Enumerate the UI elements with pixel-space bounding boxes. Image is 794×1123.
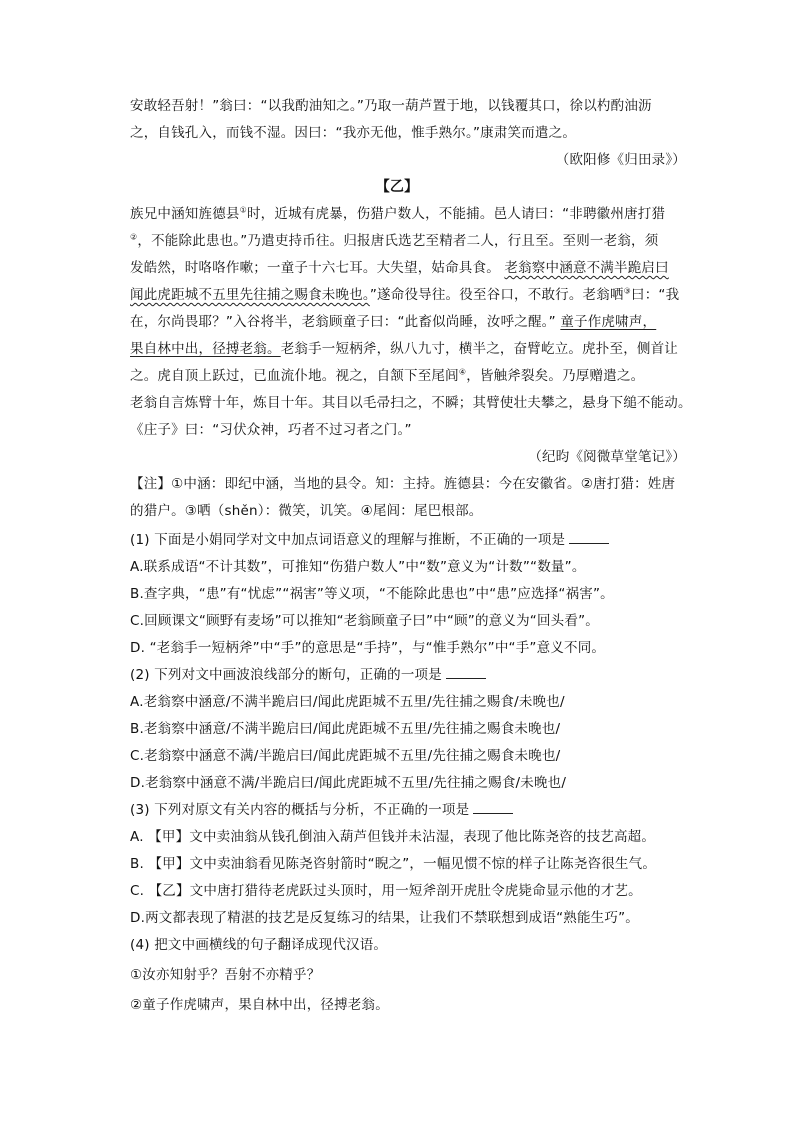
q2-option-b: B.老翁察中涵意/不满半跪启曰/闻此虎距城不五里/先往捕之赐食未晚也/ (130, 721, 561, 737)
yi-text-line-3 (130, 258, 669, 278)
q2-option-c: C.老翁察中涵意不满/半跪启曰/闻此虎距城不五里/先往捕之赐食未晚也/ (130, 748, 561, 764)
q2-option-a: A.老翁察中涵意/不满半跪启曰/闻此虎距城不五里/先往捕之赐食/未晚也/ (130, 694, 565, 710)
q4-sentence-1: ①汝亦知射乎？吾射不亦精乎？ (130, 967, 321, 983)
yi-text-line-5 (130, 312, 656, 332)
yi-l1b: 时，近城有虎暴，伤猎户数人，不能捕。邑人请曰：“非聘徽州唐打猎 (246, 206, 666, 222)
yi-source: （纪昀《阅微草堂笔记》） (528, 449, 686, 465)
yi-l4a: ”遂命役导往。役至谷口，不敢行。老翁哂 (369, 287, 624, 303)
q2-stem-text: (2) 下列对文中画波浪线部分的断句，正确的一项是 (130, 667, 442, 683)
q1-option-b: B.查字典，“患”有“忧虑”“祸害”等义项，“不能除此患也”中“患”应选择“祸害”。 (130, 586, 614, 602)
yi-l5a: 在，尔尚畏耶？”入谷将半，老翁顾童子曰：“此畜似尚睡，汝呼之醒。” (130, 314, 561, 330)
q3-option-d: D.两文都表现了精湛的技艺是反复练习的结果，让我们不禁联想到成语“熟能生巧”。 (130, 910, 639, 926)
straight-underline-2: 果自林中出，径搏老翁。 (130, 341, 281, 357)
q4-sentence-2: ②童子作虎啸声，果自林中出，径搏老翁。 (130, 997, 389, 1013)
yi-text-line-2 (130, 231, 658, 251)
q1-stem-text: (1) 下面是小娟同学对文中加点词语意义的理解与推断，不正确的一项是 (130, 532, 566, 548)
yi-l3: 发皓然，时咯咯作嗽；一童子十六七耳。大失望，姑命具食。 (130, 260, 505, 276)
yi-text-line-8: 老翁自言炼臂十年，炼目十年。其目以毛帚扫之，不瞬；其臂使壮夫攀之，悬身下缒不能动。 (130, 395, 692, 411)
q3-answer-blank[interactable] (473, 800, 513, 814)
yi-l2: ，不能除此患也。”乃遣吏持币往。归报唐氏选艺至精者二人，行且至。至则一老翁，须 (137, 233, 659, 249)
yi-text-line-6 (130, 339, 678, 359)
q3-stem-text: (3) 下列对原文有关内容的概括与分析，不正确的一项是 (130, 802, 470, 818)
yi-l1a: 族兄中涵知旌德县 (130, 206, 240, 222)
q2-option-d: D.老翁察中涵意不满/半跪启曰/闻此虎距城不五里/先往捕之赐食/未晚也/ (130, 775, 567, 791)
jia-text-line-1: 安敢轻吾射！”翁曰：“以我酌油知之。”乃取一葫芦置于地，以钱覆其口，徐以杓酌油沥 (130, 98, 652, 114)
q2-stem (130, 665, 486, 685)
q1-option-c: C.回顾课文“顾野有麦场”可以推知“老翁顾童子曰”中“顾”的意义为“回头看”。 (130, 613, 599, 629)
q1-option-a: A.联系成语“不计其数”，可推知“伤猎户数人”中“数”意义为“计数”“数量”。 (130, 559, 586, 575)
q1-option-d: D. “老翁手一短柄斧”中“手”的意思是“手持”，与“惟手熟尔”中“手”意义不同。 (130, 640, 606, 656)
yi-text-line-4 (130, 285, 679, 305)
yi-text-line-9: 《庄子》曰：“习伏众神，巧者不过习者之门。” (130, 422, 412, 438)
note-ref-1: ① (239, 205, 247, 215)
notes-line-1: 【注】①中涵：即纪中涵，当地的县令。知：主持。旌德县：今在安徽省。②唐打猎：姓唐 (130, 476, 676, 492)
q2-answer-blank[interactable] (446, 665, 486, 679)
straight-underline-1: 童子作虎啸声， (560, 314, 657, 330)
yi-text-line-7 (130, 366, 644, 386)
wavy-underline-1: 老翁察中涵意不满半跪启曰 (504, 260, 669, 276)
yi-l7b: ，皆触斧裂矣。乃厚赠遣之。 (466, 368, 645, 384)
q3-option-c: C. 【乙】文中唐打猎待老虎跃过头顶时，用一短斧剖开虎肚令虎毙命显示他的才艺。 (130, 883, 642, 899)
jia-text-line-2: 之，自钱孔入，而钱不湿。因曰：“我亦无他，惟手熟尔。”康肃笑而遣之。 (130, 125, 577, 141)
yi-l7a: 之。虎自顶上跃过，已血流仆地。视之，自颔下至尾闾 (130, 368, 459, 384)
yi-text-line-1 (130, 204, 665, 224)
q3-stem (130, 800, 513, 820)
q3-option-a: A. 【甲】文中卖油翁从钱孔倒油入葫芦但钱并未沾湿，表现了他比陈尧咨的技艺高超。 (130, 829, 656, 845)
note-ref-2: ② (130, 232, 138, 242)
q4-stem: (4) 把文中画横线的句子翻译成现代汉语。 (130, 937, 388, 953)
notes-line-2: 的猎户。③哂（shěn）：微笑，讥笑。④尾闾：尾巴根部。 (130, 503, 483, 519)
note-ref-3: ③ (623, 286, 632, 296)
yi-l6a: 老翁手一短柄斧，纵八九寸，横半之，奋臂屹立。虎扑至，侧首让 (280, 341, 679, 357)
q1-answer-blank[interactable] (569, 530, 609, 544)
wavy-underline-2: 闻此虎距城不五里先往捕之赐食未晚也。 (130, 287, 370, 303)
q1-stem (130, 530, 609, 550)
yi-l4b: 曰：“我 (631, 287, 680, 303)
jia-source: （欧阳修《归田录》） (555, 152, 686, 168)
q3-option-b: B. 【甲】文中卖油翁看见陈尧咨射箭时“睨之”，一幅见惯不惊的样子让陈尧咨很生气。 (130, 856, 657, 872)
note-ref-4: ④ (458, 367, 467, 377)
yi-title: 【乙】 (375, 179, 419, 195)
